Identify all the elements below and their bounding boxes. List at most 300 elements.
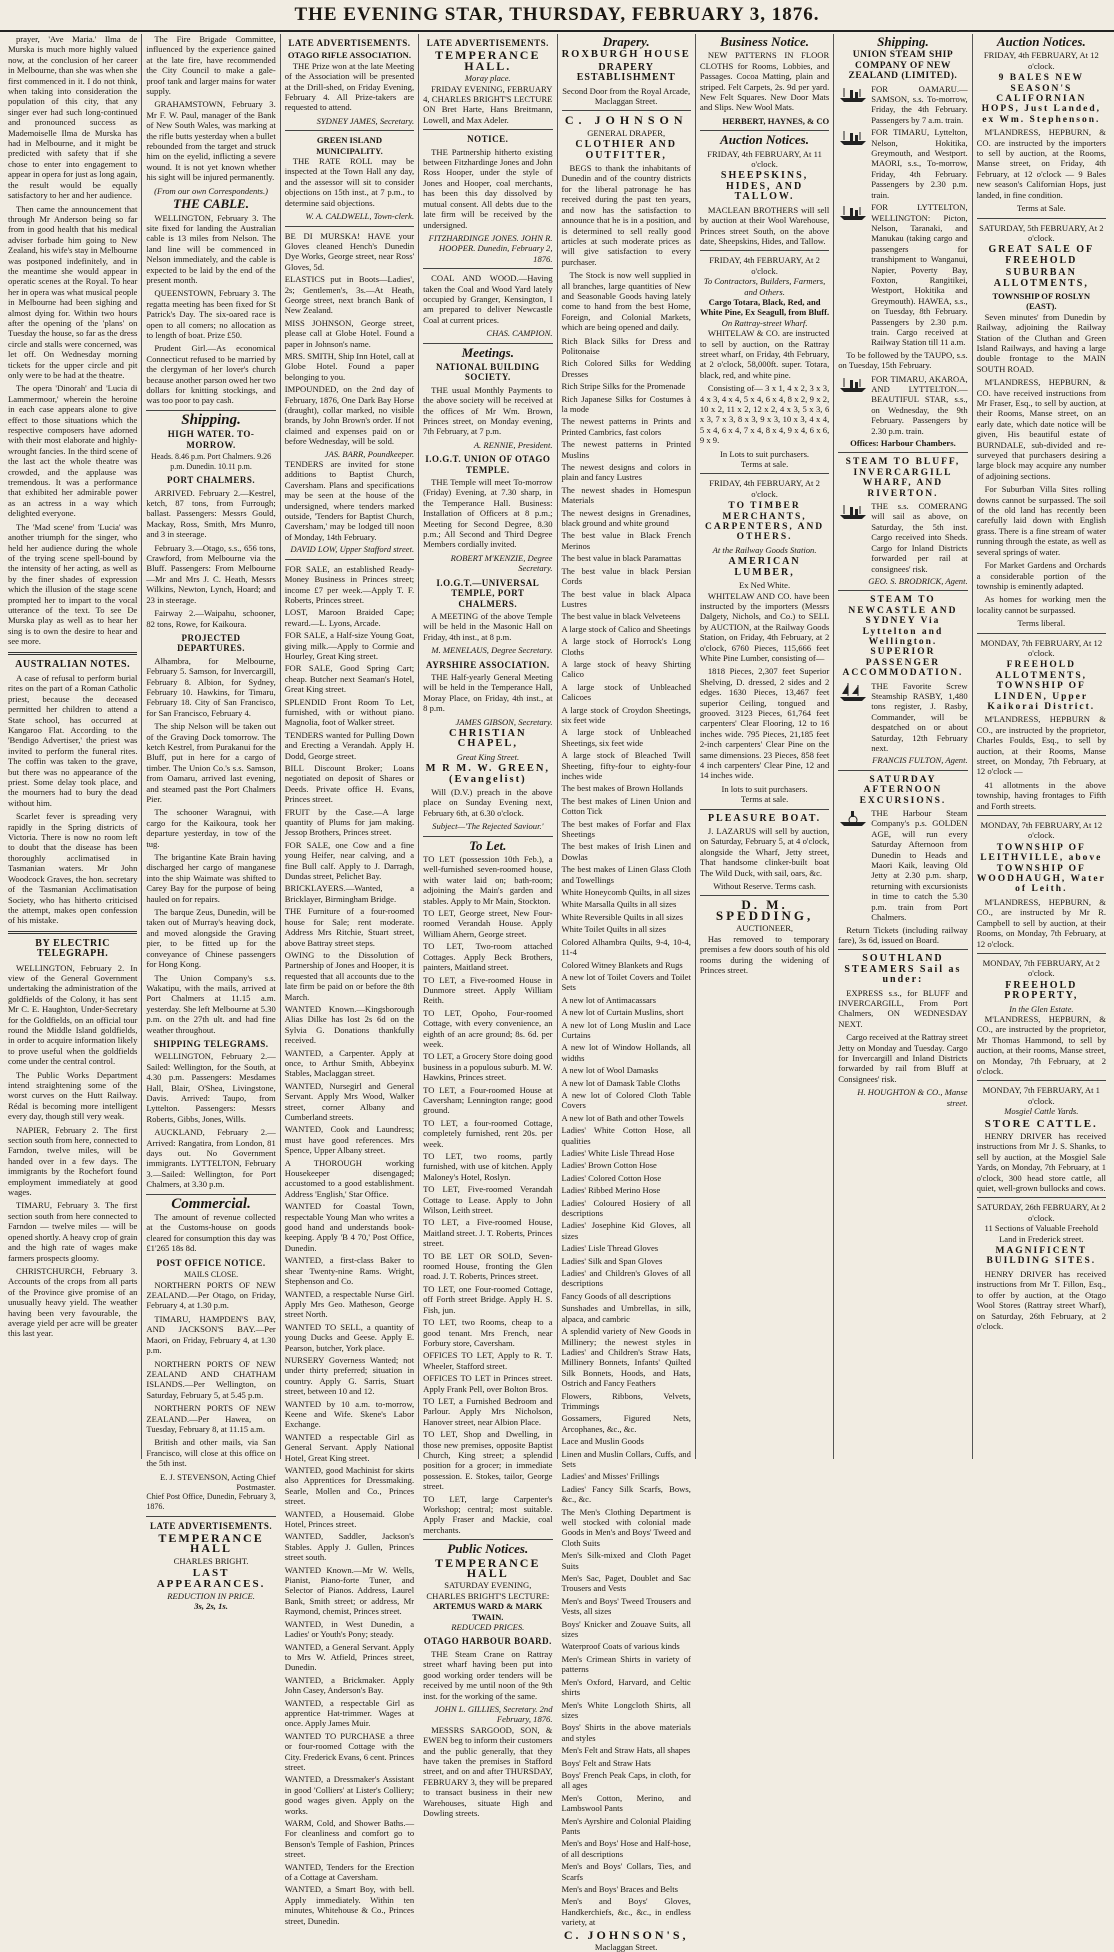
- section-heading-shipping: Shipping.: [181, 411, 241, 428]
- stock-item: Rich Japanese Silks for Costumes à la mode: [561, 393, 691, 414]
- stock-item: A splendid variety of New Goods in Millinery; the newest styles in Ladies' and Children's Straw Hats, Millinery Bonnets, Infants' Quilted Silk Bonnets, Hoods, and Hats, Ostrich and Fancy Feathers: [561, 1326, 691, 1389]
- classified-ad: WANTED, Nursegirl and General Servant. Apply Mrs Wood, Walker street, corner Albany and Cumberland streets.: [284, 1080, 415, 1122]
- stock-item: Fancy Goods of all descriptions: [561, 1290, 671, 1301]
- auction-subtitle: SUBURBAN ALLOTMENTS,: [993, 267, 1089, 289]
- ad-body: EXPRESS s.s., for BLUFF and INVERCARGILL, From Port Chalmers, ON WEDNESDAY NEXT.: [838, 987, 968, 1029]
- article-paragraph: NAPIER, February 2. The first section south from here, connected to Farndon, twelve miles, will be handed over in a few days. The immigrants by the Rochefort found employment immediately at good wages.: [8, 1124, 138, 1198]
- agent-signature: H. HOUGHTON & CO., Manse street.: [857, 1087, 968, 1108]
- divider: [423, 343, 552, 344]
- divider: [700, 130, 829, 131]
- auction-title: STORE CATTLE.: [984, 1117, 1098, 1130]
- stock-item: Rich Black Silks for Dress and Politonaise: [561, 335, 691, 356]
- ad-body: 41 allotments in the above township, having frontages to Fifth and Forth streets.: [976, 779, 1106, 811]
- article-paragraph: The Fire Brigade Committee, influenced by the experience gained at the late fire, have recommended the City Council to make a gale-proof tank and larger mains for water supply.: [146, 34, 276, 97]
- classified-ad: BE DI MURSKA! HAVE your Gloves cleaned Hench's Dunedin Dye Works, George street, near Ross' Gloves, 5d.: [284, 230, 415, 272]
- stock-item: A new lot of Toilet Covers and Toilet Sets: [561, 971, 691, 993]
- divider: [838, 590, 967, 591]
- projected-departures-heading: PROJECTED DEPARTURES.: [177, 632, 245, 654]
- divider: [8, 652, 137, 655]
- divider: [423, 1539, 552, 1540]
- classified-ad: WANTED, a General Servant. Apply to Mrs W. Atfield, Princes street, Dunedin.: [284, 1641, 415, 1673]
- stock-item: A large stock of Calico and Sheetings: [561, 623, 691, 634]
- trade-label-2: CLOTHIER AND OUTFITTER,: [575, 139, 677, 161]
- ad-body: M'LANDRESS, HEPBURN, & CO. are instructed by the importers to sell by auction, at the Rooms, Manse street, on Friday, 4th February, at 12 o'clock — 9 Bales new season's Californian Hops, just landed, in fine condition.: [976, 127, 1106, 200]
- stock-item: Colored Witney Blankets and Rugs: [561, 959, 683, 970]
- stock-item: Sunshades and Umbrellas, in silk, alpaca, and cambric: [561, 1303, 691, 1324]
- ad-signature: JAMES GIBSON, Secretary.: [455, 716, 553, 727]
- mail-paragraph: NORTHERN PORTS OF NEW ZEALAND AND CHATHAM ISLANDS.—Per Wellington, on Saturday, February 5, at 5.45 p.m.: [146, 1358, 276, 1400]
- company-title: UNION STEAM SHIP COMPANY OF NEW ZEALAND (LIMITED).: [848, 50, 958, 82]
- classified-ad: BILL Discount Broker; Loans negotiated on deposit of Shares or Deeds. Private office H. Evans, Princes street.: [284, 763, 415, 805]
- stock-item: A large stock of Horrock's Long Cloths: [561, 636, 691, 657]
- stock-item: Ladies' Colored Cotton Hose: [561, 1172, 662, 1183]
- sailing-notice: FOR OAMARU.—SAMSON, s.s. To-morrow, Friday, the 4th February. Passengers by 7 a.m. train.: [871, 83, 968, 125]
- auction-date: SATURDAY, 26th FEBRUARY, At 2 o'clock.: [976, 1202, 1106, 1223]
- reduced-prices-label: REDUCED PRICES.: [451, 1622, 525, 1633]
- harbour-board-heading: OTAGO HARBOUR BOARD.: [423, 1636, 552, 1647]
- auction-location: Mosgiel Cattle Yards.: [1004, 1106, 1079, 1117]
- section-heading-cable: THE CABLE.: [173, 196, 249, 212]
- classified-ad: A THOROUGH working Housekeeper disengaged; accustomed to a good establishment. Address 'English,' Star Office.: [284, 1157, 415, 1199]
- stock-item: A large stock of Unbleached Sheetings, six feet wide: [561, 727, 691, 748]
- ad-body: Return Tickets (including railway fare), 3s 6d, issued on Board.: [838, 924, 968, 945]
- reduction-label: REDUCTION IN PRICE.: [167, 1591, 255, 1601]
- reserve-label: Without Reserve. Terms cash.: [713, 881, 816, 892]
- ad-body: M'LANDRESS, HEPBURN, & CO., are instructed by Mr R. Campbell to sell by auction, at their Rooms, on Monday, 7th February, at 12 o'clock.: [976, 896, 1106, 949]
- to-let-ad: TO LET, a Furnished Bedroom and Parlour. Apply Mrs Nicholson, Hanover street, near Albion Place.: [423, 1395, 553, 1427]
- divider: [8, 931, 137, 934]
- stock-item: The newest patterns in Prints and Printed Cambrics, fast colors: [561, 416, 691, 437]
- stock-item: Lace and Muslin Goods: [561, 1436, 644, 1447]
- steamship-icon: [838, 501, 868, 521]
- ad-body: Seven minutes' from Dunedin by Railway, adjoining the Railway Station of the Cluthan and Green Island Railways, and having a large double frontage to the MAIN SOUTH ROAD.: [976, 311, 1106, 374]
- ad-body: WHITELAW & CO. are instructed to sell by auction, on the Rattray street wharf, on Friday, 4th February, at 2 o'clock, 58,000ft. super. Totara, black, red, and white pine.: [699, 328, 830, 380]
- auction-lots: 11 Sections of Valuable Freehold Land in Frederick street.: [984, 1223, 1099, 1244]
- mails-close-label: MAILS CLOSE.: [183, 1270, 239, 1280]
- to-let-ad: TO LET, large Carpenter's Workshop; central; most suitable. Apply Fraser and Mackie, coal merchants.: [423, 1493, 553, 1535]
- stock-item: Men's Crimean Shirts in variety of patterns: [561, 1653, 691, 1675]
- classified-ad: FOR SALE, an established Ready-Money Business in Princes street; income £7 per week.—Apply T. F. Roberts, Princes street.: [284, 563, 415, 605]
- classified-ad: MISS JOHNSON, George street, please call at Globe Hotel. Found a paper in Johnson's name.: [284, 317, 415, 349]
- classified-ad: OWING to the Dissolution of Partnership of Jones and Hooper, it is requested that all accounts due to the late firm be paid on or before the 8th March.: [284, 949, 415, 1002]
- stock-item: The best value in black Persian Cords: [561, 565, 691, 587]
- classified-ad: TENDERS are invited for stone additions to Baptist Church, Caversham. Plans and specifications may be seen at the house of the undersigned, where tenders marked outside, 'Tenders for Baptist Church, Caversham,' may be lodged till noon of Monday, 14th February.: [284, 459, 415, 542]
- mail-paragraph: TIMARU, HAMPDEN'S BAY, AND JACKSON'S BAY.—Per Maori, on Friday, February 4, at 1.30 p.m.: [146, 1313, 276, 1356]
- classified-ad: WANTED TO PURCHASE a three or four-roomed Cottage with the City. Frederick Evans, 6 cent. Princes street.: [284, 1730, 415, 1772]
- classified-ad: FRUIT by the Case.—A large quantity of Plums for jam making. Jessop Brothers, Princes street.: [284, 806, 415, 838]
- lots-label: In Lots to suit purchasers.: [720, 448, 810, 459]
- late-advertisements-heading: LATE ADVERTISEMENTS.: [150, 1520, 273, 1531]
- chapel-title: CHRISTIAN CHAPEL,: [449, 727, 527, 750]
- ad-signature: DAVID LOW, Upper Stafford street.: [290, 544, 415, 555]
- auction-date: SATURDAY, 5th FEBRUARY, At 2 o'clock.: [979, 222, 1104, 243]
- article-paragraph: WELLINGTON, February 3. The site fixed for landing the Australian cable is 13 miles from Nelson. The land line will be commenced in Nelson immediately, and the cable is expected to be laid by the end of the present month.: [146, 212, 276, 285]
- to-let-ad: TO LET, Two-room attached Cottages. Apply Beck Brothers, painters, Maitland street.: [423, 941, 553, 973]
- stock-item: Men's Felt and Straw Hats, all shapes: [561, 1745, 691, 1756]
- classified-list: [285, 564, 414, 1926]
- stock-item: Men's Oxford, Harvard, and Celtic shirts: [561, 1676, 691, 1698]
- sailing-notice: THE s.s. COMERANG will sail as above, on Saturday, the 5th inst. Cargo received into Sheds. Cargo for Inland Districts forwarded per rail at consignees' risk.: [871, 501, 968, 574]
- divider: [146, 1516, 275, 1517]
- divider: [977, 953, 1106, 954]
- auction-cargo: Cargo Totara, Black, Red, and White Pine, Ex Seagull, from Bluff.: [699, 296, 830, 318]
- article-paragraph: QUEENSTOWN, February 3. The regatta meeting has been fixed for St Patrick's Day. The six-oared race is open to all comers; no allocation as to length of boat. Prize £50.: [146, 288, 276, 340]
- ad-body: As homes for working men the locality cannot be surpassed.: [976, 594, 1106, 615]
- classified-ad: WARM, Cold, and Shower Baths.—For cleanliness and comfort go to Benson's Temple of Fashion, Princes street.: [284, 1818, 415, 1860]
- stock-item: The newest designs in Grenadines, black ground and white ground: [561, 507, 691, 529]
- late-advertisements-heading: LATE ADVERTISEMENTS.: [288, 38, 411, 48]
- ad-body: To be followed by the TAUPO, s.s. on Tuesday, 15th February.: [838, 349, 968, 371]
- article-paragraph: The amount of revenue collected at the Customs-house on goods cleared for consumption this day was £1'265 18s 8d.: [146, 1212, 276, 1254]
- auction-title: 9 BALES NEW SEASON'S CALIFORNIAN HOPS, Just Landed, ex Wm. Stephenson.: [981, 73, 1102, 125]
- ad-signature: ROBERT M'KENZIE, Degree Secretary.: [450, 552, 553, 574]
- classified-ad: FOR SALE, a Half-size Young Goat, giving milk.—Apply to Cormie and Hourley, Great King street.: [284, 630, 415, 661]
- shipping-paragraph: The brigantine Kate Brain having discharged her cargo of manganese into the ship Waimate was shifted to Carey Bay for the purpose of being hauled on for repairs.: [146, 852, 276, 904]
- divider: [977, 1080, 1106, 1081]
- evangelist-name: M R M. W. GREEN, (Evangelist): [425, 763, 551, 785]
- ad-body: MACLEAN BROTHERS will sell by auction at their Wool Warehouse, Princes street South, on the above date, Sheepskins, Hides, and Tallow.: [699, 204, 830, 246]
- divider: [285, 130, 414, 131]
- auction-title: FREEHOLD ALLOTMENTS, TOWNSHIP OF LINDEN, Upper Kaikorai District.: [987, 660, 1096, 712]
- southland-title: SOUTHLAND STEAMERS Sail as under:: [844, 953, 962, 986]
- terms-label: Terms at Sale.: [1016, 203, 1066, 214]
- paddle-steamer-icon: [838, 808, 868, 828]
- mail-paragraph: British and other mails, via San Francisco, will close at this office on the 5th inst.: [146, 1437, 276, 1469]
- classified-ad: WANTED by 10 a.m. to-morrow, Keene and Wife. Skene's Labor Exchange.: [284, 1398, 415, 1430]
- ad-body: Will (D.V.) preach in the above place on Sunday Evening next, February 6th, at 6.30 o'clock.: [423, 787, 553, 818]
- route-title: STEAM TO BLUFF, INVERCARGILL WHARF, AND RIVERTON.: [845, 457, 961, 499]
- stock-item: The best value in Black French Merinos: [561, 530, 691, 551]
- ad-body: WHITELAW AND CO. have been instructed by the importers (Messrs Dalgety, Nichols, and Co.) to SELL by AUCTION, at the Railway Goods Station, on Friday, 4th February, at 2 o'clock, 6760 Pieces, 115,666 feet White Pine Lumber, consisting of—: [699, 590, 830, 663]
- auction-title: FREEHOLD PROPERTY,: [1004, 979, 1079, 1002]
- auction-ship: Ex Ned White.: [738, 580, 791, 591]
- stock-item: Ladies' Brown Cotton Hose: [561, 1160, 657, 1171]
- auction-date: FRIDAY, 4th FEBRUARY, At 11 o'clock.: [707, 148, 822, 170]
- divider: [146, 1194, 275, 1195]
- divider: [285, 226, 414, 227]
- shipping-paragraph: The schooner Waragnui, with cargo for the Kaikoura, took her departure yesterday, in tow of the tug.: [146, 807, 276, 849]
- stock-item: Ladies' Lisle Thread Gloves: [561, 1243, 659, 1254]
- article-paragraph: prayer, 'Ave Maria.' Ilma de Murska is much more highly valued now, at the conclusion of her career in Melbourne, than she was when she first commenced in it. I do not think, when taking into consideration the population of this city, that any singer ever had such long-continued and pronounced success as Mademoiselle Ilma de Murska has had in Melbourne, and it might be predicted with safety that if she chose to enter into engagement to appear in opera for just as long again, the result would be equally satisfactory to her and her audience.: [8, 34, 138, 201]
- ad-body: HENRY DRIVER has received instructions from Mr T. Fillon, Esq., to offer by auction, at the Otago Wool Stores (Rattray street Wharf), on Saturday, 26th February, at 2 o'clock.: [976, 1268, 1106, 1331]
- divider: [977, 633, 1106, 634]
- stock-item: The newest shades in Homespun Materials: [561, 484, 691, 506]
- classified-ad: FOR SALE, Good Spring Cart; cheap. Butcher next Seaman's Hotel, Great King street.: [284, 663, 415, 695]
- stock-item: Flowers, Ribbons, Velvets, Trimmings: [561, 1390, 691, 1411]
- ad-title: AYRSHIRE ASSOCIATION.: [426, 659, 550, 670]
- classified-ad: LOST, Maroon Braided Cape; reward.—L. Lyons, Arcade.: [284, 607, 415, 628]
- stock-item: Men's and Boys' Collars, Ties, and Scarfs: [561, 1861, 691, 1882]
- divider: [977, 218, 1106, 219]
- divider: [700, 809, 829, 810]
- stock-item: Linen and Muslin Collars, Cuffs, and Sets: [561, 1448, 691, 1469]
- divider: [146, 410, 275, 411]
- stock-item: The best value in black Paramattas: [561, 553, 682, 564]
- stock-item: Ladies' Fancy Silk Scarfs, Bows, &c., &c.: [561, 1483, 691, 1505]
- article-paragraph: The Public Works Department intend straightening some of the worst curves on the Hutt Railway. Rédal is becoming more intelligent every day, though still very weak.: [8, 1069, 138, 1122]
- divider: [977, 1197, 1106, 1198]
- to-let-ad: TO BE LET OR SOLD, Seven-roomed House, fronting the Glen road. J. T. Roberts, Princes street.: [423, 1250, 553, 1282]
- stock-item: Ladies' Coloured Hosiery of all descriptions: [561, 1197, 691, 1219]
- shop-location: Second Door from the Royal Arcade, Maclaggan Street.: [562, 85, 691, 107]
- ad-body: HENRY DRIVER has received instructions from Mr J. S. Shanks, to sell by auction, at the Mosgiel Sale Yards, on Monday, 7th February, at 1 o'clock, 300 head store cattle, all quiet, well-grown bullocks and cows.: [976, 1131, 1106, 1194]
- sailing-notice: FOR LYTTELTON, WELLINGTON: Picton, Nelson, Taranaki, and Manukau (taking cargo and passengers for transhipment to Wanganui, Napier, Poverty Bay, Foxton, Rangitikei, Westport, Hokitika and Greymouth). HAWEA, s.s., on Tuesday, 8th February. Passengers by 2.30 p.m. train. Cargo received at Railway Station till 11 a.m.: [871, 202, 968, 348]
- ad-title: I.O.G.T. UNION OF OTAGO TEMPLE.: [425, 454, 551, 475]
- to-let-ad: TO LET, two rooms, partly furnished, with use of kitchen. Apply Maloney's Hotel, Roslyn.: [423, 1151, 553, 1182]
- stock-item: The best value in black Velveteens: [561, 611, 681, 622]
- classified-ad: SPLENDID Front Room To Let, furnished, with or without piano. Magnolia, foot of Walker street.: [284, 696, 415, 728]
- stock-item: The best makes of Forfar and Flax Sheetings: [561, 818, 691, 840]
- shipping-paragraph: AUCKLAND, February 2.—Arrived: Rangatira, from London, 81 days out. No Government immigrants. LYTTELTON, February 3.—Sailed: Wellington, for Port Chalmers, at 3.30 p.m.: [146, 1127, 276, 1190]
- article-paragraph: The opera 'Dinorah' and 'Lucia di Lammermoor,' wherein the heroine in each case appears alone to give effect to those situations which the respective composers have adorned with their most elaborate and highly-wrought fancies. In the third scene of the last act the whole theatre was crowded, and the applause was tremendous. It was a performance that exhibited her admirable power as an actress in a way which delighted everyone.: [8, 383, 138, 519]
- to-let-list: [423, 854, 552, 1535]
- section-heading-business-notice: Business Notice.: [720, 34, 809, 49]
- section-heading-auction-notices: Auction Notices.: [996, 34, 1086, 49]
- proprietor-name: C. JOHNSON: [564, 113, 688, 128]
- auction-title: MAGNIFICENT BUILDING SITES.: [986, 1246, 1097, 1267]
- divider: [423, 129, 552, 130]
- steamship-icon: [838, 127, 868, 147]
- stock-item: White Marsalla Quilts in all sizes: [561, 899, 677, 910]
- temperance-hall-title: TEMPERANCE HALL: [158, 1530, 264, 1556]
- stock-item: A large stock of Unbleached Calicoes: [561, 681, 691, 703]
- auction-title: GREAT SALE OF FREEHOLD: [988, 244, 1095, 266]
- to-let-ad: TO LET, Shop and Dwelling, in those new premises, opposite Baptist Church, King street; a splendid position for a grocer; in immediate possession. E. Stokes, tailor, George street.: [423, 1429, 553, 1492]
- masthead: [0, 0, 1114, 32]
- ad-body: THE Steam Crane on Rattray street wharf having been put into good working order tenders will be received by me until noon of the 9th inst. for the working of the same.: [423, 1648, 553, 1701]
- section-heading-drapery: Drapery.: [602, 34, 650, 49]
- ad-body: NEW PATTERNS IN FLOOR CLOTHS for Rooms, Lobbies, and Passages. Cocoa Matting, plain and striped. Felt Carpets, 2s. 9d per yard. New Felt Squares. New Door Mats and Slips. New Wool Mats.: [699, 50, 830, 113]
- sailing-ship-icon: [838, 681, 868, 703]
- stock-item: Boys' Felt and Straw Hats: [561, 1757, 651, 1768]
- auction-date: MONDAY, 7th FEBRUARY, At 12 o'clock.: [980, 637, 1103, 658]
- route-title: STEAM TO NEWCASTLE AND SYDNEY Via Lyttelton and Wellington. SUPERIOR PASSENGER ACCOMMODATION.: [842, 595, 964, 679]
- divider: [838, 770, 967, 771]
- ad-body: Has removed to temporary premises a few doors south of his old rooms during the widening of Princes street.: [699, 933, 830, 975]
- ad-signature: W. A. CALDWELL, Town-clerk.: [305, 211, 415, 222]
- ad-rifle-association: [285, 50, 414, 126]
- stock-item: Ladies' White Cotton Hose, all qualities: [561, 1125, 691, 1146]
- shipping-ad: [838, 808, 967, 922]
- to-let-ad: OFFICES TO LET, Apply to R. T. Wheeler, Stafford street.: [423, 1350, 553, 1371]
- divider: [285, 559, 414, 560]
- ad-body: MESSRS SARGOOD, SON, & EWEN beg to inform their customers and the public generally, that they have taken the premises in Stafford street, and on and after THURSDAY, FEBRUARY 3, they will be prepared to transact business in their new Warehouses, situate High and Dowling streets.: [423, 1724, 553, 1818]
- classified-ad: WANTED, Cook and Laundress; must have good references. Mrs Spence, Upper Albany street.: [284, 1124, 415, 1156]
- sermon-subject: Subject—'The Rejected Saviour.': [432, 821, 544, 832]
- column-8: [973, 34, 1110, 1459]
- lecture-label: CHARLES BRIGHT'S LECTURE:: [426, 1590, 550, 1601]
- shipping-ad: [838, 127, 967, 200]
- stock-item: Ladies' and Children's Gloves of all descriptions: [561, 1268, 691, 1289]
- stock-item: The best makes of Irish Linen and Dowlas: [561, 841, 691, 862]
- column-4: [419, 34, 557, 1818]
- stock-item: Men's White Longcloth Shirts, all sizes: [561, 1699, 691, 1720]
- classified-ad: WANTED a respectable Girl as General Servant. Apply National Hotel, Great King street.: [284, 1431, 415, 1463]
- classified-ad: WANTED, a respectable Nurse Girl. Apply Mrs Geo. Matheson, George street North.: [284, 1288, 415, 1320]
- divider: [838, 452, 967, 453]
- drapery-establishment-title: DRAPERY ESTABLISHMENT: [576, 61, 676, 84]
- charles-bright-label: CHARLES BRIGHT.: [173, 1555, 249, 1566]
- stock-item: White Honeycomb Quilts, in all sizes: [561, 887, 691, 898]
- stock-item: Colored Alhambra Quilts, 9-4, 10-4, 11-4: [561, 936, 691, 958]
- auction-location: At the Railway Goods Station.: [712, 544, 817, 555]
- auction-title: SHEEPSKINS, HIDES, AND TALLOW.: [720, 170, 809, 203]
- ad-body: M'LANDRESS, HEPBURN & CO., are instructed by the proprietor, Charles Foulds, Esq., to sell by auction, at their Rooms, Manse street, on Monday, 7th February, at 12 o'clock —: [976, 714, 1106, 777]
- classified-ad: WANTED, a Smart Boy, with bell. Apply immediately. Within ten minutes, Whitehouse & Co., Princes street, Dunedin.: [284, 1884, 415, 1926]
- ad-signature: M. MENELAUS, Degree Secretary.: [431, 645, 553, 656]
- auction-date: MONDAY, 7th FEBRUARY, At 12 o'clock.: [980, 820, 1103, 841]
- temperance-hall-title: TEMPERANCE HALL: [435, 1555, 541, 1581]
- shipping-paragraph: The barque Zeus, Dunedin, will be taken out of Murray's heaving dock, and moved alongside the Graving pier, to be fitted up for the conveyance of Chinese passengers for Hong Kong.: [146, 907, 276, 970]
- steamship-icon: [838, 374, 868, 394]
- auctioneer-name: D. M. SPEDDING,: [715, 897, 814, 923]
- shipping-telegrams-heading: SHIPPING TELEGRAMS.: [153, 1038, 269, 1049]
- ad-body: THE Prize won at the late Meeting of the Association will be presented at the Drill-shed, on Friday Evening, February 4. All Prize-takers are requested to attend.: [284, 60, 415, 113]
- stock-item: A new lot of Damask Table Cloths: [561, 1077, 681, 1088]
- auction-date: MONDAY, 7th FEBRUARY, At 2 o'clock.: [982, 957, 1100, 979]
- classified-ad: WANTED, Saddler, Jackson's Stables. Apply J. Gullen, Princes street south.: [284, 1531, 415, 1563]
- article-paragraph: Then came the announcement that through Mr Anderson being so far from in good health that his medical adviser forbade him going to New Zealand, his wife's stay in Melbourne was postponed indefinitely, and in the meantime she would appear in operatic scenes at the Royal. To hear her in opera was what musical people in Melbourne had been sighing and almost dying for. Within two hours after the opening of the 'plans' on Tuesday the house, so far as the dress circle and stalls were concerned, was let off. On Wednesday morning tickets for the upper circle and pit only were to be had at the theatre.: [8, 203, 138, 380]
- last-appearances-label: LAST APPEARANCES.: [156, 1567, 266, 1590]
- ad-title: GREEN ISLAND MUNICIPALITY.: [316, 135, 383, 156]
- shipping-ad: [838, 681, 967, 754]
- classified-ad: WANTED, a Brickmaker. Apply John Casey, Anderson's Bay.: [284, 1674, 415, 1696]
- sailing-notice: FOR TIMARU, Lyttelton, Nelson, Hokitika, Greymouth, and Westport. MAORI, s.s., To-morrow, Friday, 4th February. Passengers by 2.30 p.m. train.: [871, 127, 968, 200]
- stock-item: Boys' French Peak Caps, in cloth, for all ages: [561, 1769, 691, 1791]
- classified-ad: WANTED, a first-class Baker to shear Twenty-nine Rams. Wright, Stephenson and Co.: [284, 1255, 415, 1287]
- stock-item: Boys' Shirts in the above materials and styles: [561, 1722, 691, 1743]
- mail-paragraph: NORTHERN PORTS OF NEW ZEALAND.—Per Otago, on Friday, February 4, at 1.30 p.m.: [146, 1279, 276, 1311]
- stock-item: The best value in black Alpaca Lustres: [561, 588, 691, 609]
- stock-item: The best makes of Brown Hollands: [561, 783, 683, 794]
- post-office-notice-heading: POST OFFICE NOTICE.: [156, 1257, 266, 1268]
- stock-item: A new lot of Long Muslin and Lace Curtains: [561, 1019, 691, 1040]
- stock-item: A new lot of Curtain Muslins, short: [561, 1007, 684, 1018]
- classified-ad: WANTED, in West Dunedin, a Ladies' or Youth's Pony; steady.: [284, 1618, 415, 1640]
- divider: [423, 268, 552, 269]
- agent-signature: FRANCIS FULTON, Agent.: [872, 755, 968, 766]
- to-let-ad: TO LET, a Five-roomed House in Dunmore street. Apply William Reith.: [423, 974, 553, 1006]
- to-let-ad: OFFICES TO LET in Princes street. Apply Frank Pell, over Bolton Bros.: [423, 1373, 553, 1394]
- late-advertisements-heading: LATE ADVERTISEMENTS.: [426, 38, 549, 48]
- classified-ad: ELASTICS put in Boots—Ladies', 2s; Gentlemen's, 3s.—At Heath, George street, next branch Bank of New Zealand.: [284, 274, 415, 316]
- auctioneer-label: AUCTIONEER,: [736, 923, 794, 934]
- postmaster-signature: E. J. STEVENSON, Acting Chief Postmaster.: [159, 1471, 276, 1492]
- classified-ad: WANTED, good Machinist for skirts also Apprentices for Dressmaking. Searle, Mollen and Co., Princes street.: [284, 1465, 415, 1507]
- to-let-ad: TO LET, a Five-roomed House, Maitland street. J. T. Roberts, Princes street.: [423, 1217, 553, 1249]
- trade-label: GENERAL DRAPER,: [587, 127, 666, 138]
- stock-item: Ladies' White Lisle Thread Hose: [561, 1148, 675, 1158]
- divider: [423, 836, 552, 837]
- stock-item: Men's Cotton, Merino, and Lambswool Pants: [561, 1792, 691, 1814]
- classified-ad: BRICKLAYERS.—Wanted, a Bricklayer, Birmingham Bridge.: [284, 883, 415, 904]
- section-heading-to-let: To Let.: [469, 837, 507, 853]
- classified-ad: WANTED Known.—Kingsborough Alias Dilke has lost 2s 6d on the Sylvia G. Donations thankfully received.: [284, 1003, 415, 1046]
- stock-item: A new lot of Window Hollands, all widths: [561, 1042, 691, 1063]
- stock-item: Boys' Knicker and Zouave Suits, all sizes: [561, 1618, 691, 1640]
- ad-body: COAL AND WOOD.—Having taken the Coal and Wood Yard lately occupied by Granger, Kensington, I am prepared to deliver Newcastle Coal at current prices.: [423, 273, 553, 325]
- auction-location: In the Glen Estate.: [1009, 1003, 1074, 1014]
- auction-title: TO TIMBER MERCHANTS, CARPENTERS, AND OTHERS.: [704, 501, 825, 543]
- sailing-notice: THE Favorite Screw Steamship RASBY, 1,480 tons register, J. Rasby, Commander, will be despatched on or about Saturday, 12th February next.: [871, 680, 968, 753]
- stock-item: The newest patterns in Printed Muslins: [561, 439, 691, 460]
- stock-item: The best makes of Linen Union and Cotton Tick: [561, 795, 691, 817]
- ad-body: THE Temple will meet To-morrow (Friday) Evening, at 7.30 sharp, in the Temperance Hall. Business: Installation of Officers at 8 p.m.; Meeting for Second Degree, 8.30 p.m.; All Second and Third Degree Members cordially invited.: [423, 477, 553, 550]
- article-paragraph: Scarlet fever is spreading very rapidly in the Spring districts of Victoria. There is now no room left to doubt that the disease has been thoroughly acclimatised in Tasmanian waters. Mr John Woodcock Graves, the hon. secretary of the Tasmanian Acclimatisation Society, who has hitherto criticised the attempt, makes open confession of his mistake.: [8, 811, 138, 926]
- auction-title: PLEASURE BOAT.: [707, 812, 822, 824]
- street-label: Maclaggan Street.: [594, 1942, 658, 1952]
- ad-body: THE usual Monthly Payments to the above society will be received at the offices of Mr Wm. Brown, Princes street, on Monday evening, 7th February, at 7 p.m.: [423, 384, 553, 437]
- classified-ad: WANTED, a Carpenter. Apply at once, to Arthur Smith, Abbeyinx Stables, Maclaggan street.: [284, 1047, 415, 1079]
- notice-heading: NOTICE.: [467, 134, 509, 145]
- ad-title: I.O.G.T.—UNIVERSAL TEMPLE, PORT CHALMERS.: [436, 577, 540, 609]
- lecture-topic: ARTEMUS WARD & MARK TWAIN.: [433, 1601, 543, 1622]
- stock-item: A large stock of Bleached Twill Sheeting, fifty-four to eighty-four inches wide: [561, 750, 691, 781]
- high-water-heading: HIGH WATER. TO-MORROW.: [167, 429, 255, 450]
- ad-signature: SYDNEY JAMES, Secretary.: [316, 115, 415, 126]
- divider: [838, 949, 967, 950]
- ad-title: OTAGO RIFLE ASSOCIATION.: [287, 50, 411, 61]
- sailing-notice: FOR TIMARU, AKAROA, AND LYTTELTON.—BEAUTIFUL STAR, s.s., on Wednesday, the 9th February. Passengers by 2.30 p.m. train.: [871, 373, 968, 436]
- stock-item: Rich Colored Silks for Wedding Dresses: [561, 358, 691, 379]
- auction-audience: To Contractors, Builders, Farmers, and Others.: [703, 276, 826, 297]
- ad-body: BEGS to thank the inhabitants of Dunedin and of the country districts for the liberal patronage he has received during the past ten years, and now has the satisfaction to announce that he is in a position, and is determined to sell really good articles at such moderate prices as will give satisfaction to every purchaser.: [561, 163, 691, 267]
- stock-item: White Toilet Quilts in all sizes: [561, 924, 666, 935]
- mail-paragraph: NORTHERN PORTS OF NEW ZEALAND.—Per Hawea, on Tuesday, February 8, at 11.15 a.m.: [146, 1403, 276, 1434]
- to-let-ad: TO LET, Five-roomed Verandah Cottage to Lease. Apply to John Wilson, Leith street.: [423, 1184, 553, 1216]
- ad-body: FRIDAY EVENING, FEBRUARY 4, CHARLES BRIGHT'S LECTURE ON Bret Harte, Hans Breitmann, Lowell, and Max Adeler.: [423, 83, 553, 125]
- stock-item: White Reversible Quilts in all sizes: [561, 911, 683, 922]
- stock-item: Men's and Boys' Hose and Half-hose, of all descriptions: [561, 1838, 691, 1859]
- newspaper-title: THE EVENING STAR, THURSDAY, FEBRUARY 3, 1876.: [294, 4, 820, 25]
- stock-item: Ladies' Silk and Span Gloves: [561, 1255, 663, 1266]
- chapel-street: Great King Street.: [456, 751, 520, 762]
- divider: [700, 473, 829, 474]
- divider: [977, 815, 1106, 816]
- ad-body: M'LANDRESS, HEPBURN, & CO. have received instructions from Mr Fraser, Esq., to sell by auction, at their Rooms, Manse street, on an early date, which date notice will be given, His beautiful estate of BURNDALE, sub-divided and re-surveyed that purchasers desiring a large block may acquire any number of adjoining sections.: [976, 377, 1106, 481]
- ad-signature: A. RENNIE, President.: [473, 439, 553, 450]
- auction-title: TOWNSHIP OF LEITHVILLE, above TOWNSHIP OF WOODHAUGH, Water of Leith.: [976, 842, 1106, 895]
- auction-date: FRIDAY, 4th FEBRUARY, At 12 o'clock.: [983, 50, 1099, 71]
- stock-item: A new lot of Bath and other Towels: [561, 1112, 684, 1123]
- stock-item: Men's Ayrshire and Colonial Plaiding Pants: [561, 1815, 691, 1836]
- temperance-hall-title: TEMPERANCE HALL.: [435, 48, 541, 73]
- tide-table: Heads. 8.46 p.m. Port Chalmers. 9.26 p.m. Dunedin. 10.11 p.m.: [150, 452, 272, 471]
- to-let-ad: TO LET (possession 10th Feb.), a well-furnished seven-roomed house, with water laid on; bath-room; adjoining the Main's garden and stables. Apply to Mr Main, Stockton.: [423, 854, 553, 906]
- shipping-paragraph: February 3.—Otago, s.s., 656 tons, Crawford, from Melbourne via the Bluff. Passengers: From Melbourne—Mr and Mrs J. C. Heath, Messrs Wilkins, Newton, Lynch, Hoard; and 23 in steerage.: [146, 542, 276, 605]
- ad-body: M'LANDRESS, HEPBURN, & CO., are instructed by the proprietor, Mr Thomas Hammond, to sell by auction, at their rooms, Manse street, on Monday, 7th February, at 2 o'clock.: [976, 1013, 1106, 1076]
- column-5: [558, 34, 696, 1952]
- shipping-ad: [838, 374, 967, 436]
- stock-item: Men's Silk-mixed and Cloth Paget Suits: [561, 1550, 691, 1571]
- classified-ad: WANTED, a Housemaid. Globe Hotel, Princes street.: [284, 1508, 415, 1530]
- post-office-date: Chief Post Office, Dunedin, February 3, 1876.: [146, 1492, 276, 1511]
- classified-ad: MRS. SMITH, Ship Inn Hotel, call at Globe Hotel. Found a paper belonging to you.: [284, 350, 415, 382]
- ad-green-island: [285, 135, 414, 221]
- stock-item: A large stock of Croydon Sheetings, six feet wide: [561, 704, 691, 725]
- ad-body: A MEETING of the above Temple will be held in the Masonic Hall on Friday, 4th inst., at 8 p.m.: [423, 610, 553, 642]
- to-let-ad: TO LET, George street, New Four-roomed Verandah House. Apply William Ahern, George street.: [423, 908, 553, 939]
- section-heading-public-notices: Public Notices.: [447, 1541, 529, 1557]
- classified-ad: FOR SALE, one Cow and a fine young Heifer, near calving, and a fine Bull calf. Apply to J. Darragh, Dundas street, Pelichet Bay.: [284, 839, 415, 882]
- divider: [700, 895, 829, 896]
- ad-signature: JAS. BARR, Poundkeeper.: [324, 448, 415, 459]
- saturday-evening-label: SATURDAY EVENING,: [444, 1580, 532, 1591]
- article-paragraph: WELLINGTON, February 2. In view of the General Government undertaking the administration of the goldfields of the Colony, it has sent Mr C. E. Haughton, Under-Secretary for the Goldfields, on an official tour round the Middle Island goldfields, in order to acquire information likely to prove useful when the goldfields come under the central control.: [8, 962, 138, 1067]
- ad-body: For Market Gardens and Orchards a considerable portion of the township is eminently adapted.: [976, 560, 1106, 591]
- auction-lumber-title: AMERICAN LUMBER,: [728, 556, 801, 578]
- ad-body: The Stock is now well supplied in all branches, large quantities of New and Seasonable Goods having lately come to hand from the best Home, Foreign, and Colonial Markets, which are being opened and daily.: [561, 270, 691, 333]
